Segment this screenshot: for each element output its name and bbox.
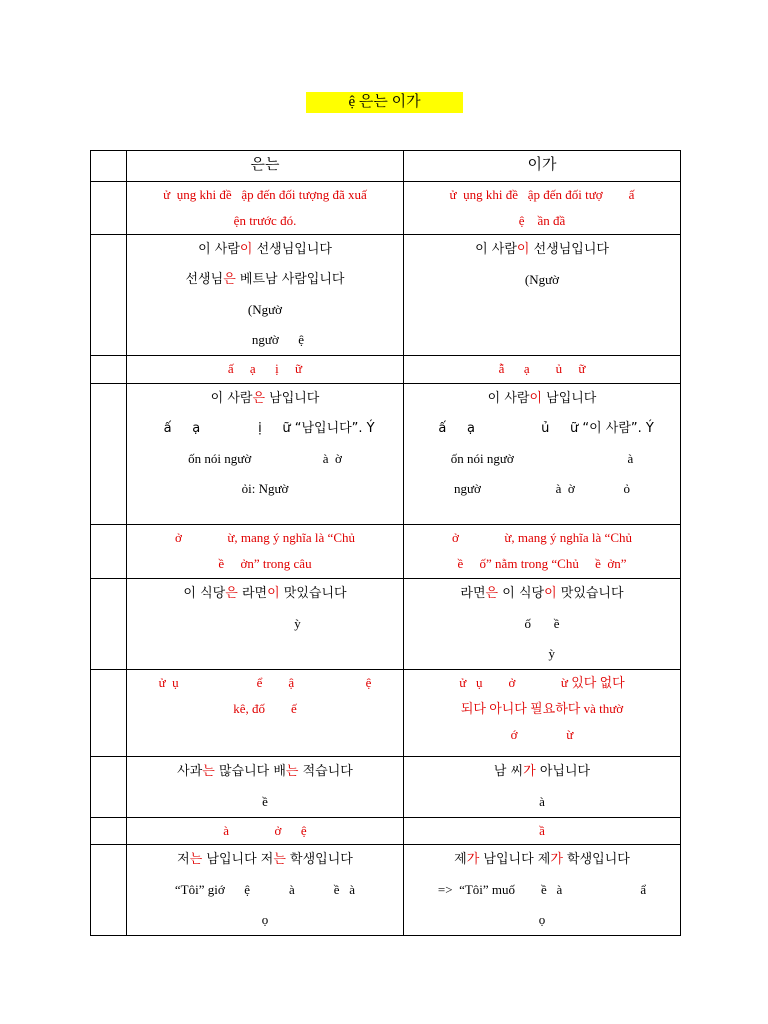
cell-i-ga (404, 579, 681, 670)
row-index-cell (91, 356, 127, 384)
comparison-table (90, 150, 681, 936)
particle-highlight: 이 (267, 586, 280, 601)
cell-i-ga (404, 818, 681, 845)
particle-highlight: 이 (544, 586, 557, 601)
particle-highlight: 은 (485, 586, 499, 601)
cell-text-line: ngườ ệ (225, 332, 305, 347)
table-body (91, 182, 681, 936)
cell-text-line: 저는 남입니다 저는 학생입니다 (177, 852, 353, 867)
cell-text-line: 이 사람이 선생님입니다 (475, 242, 609, 257)
cell-text-line: 사과는 많습니다 배는 적습니다 (177, 764, 353, 779)
particle-highlight: 가 (550, 852, 563, 867)
table-row (91, 525, 681, 579)
cell-i-ga (404, 845, 681, 936)
cell-i-ga (404, 235, 681, 356)
cell-text-line: ọ (261, 912, 269, 927)
table-row (91, 670, 681, 757)
header-index-cell (91, 151, 127, 182)
row-index-cell (91, 579, 127, 670)
particle-highlight: 이 (239, 242, 253, 257)
cell-eun-neun (127, 818, 404, 845)
cell-text-line: ầ (539, 823, 545, 838)
cell-eun-neun (127, 235, 404, 356)
cell-text-line: ử ụng khi đề ập đến đối tượ ấ (449, 187, 635, 202)
cell-text-line: ỏi: Ngườ (241, 481, 289, 496)
particle-highlight: 는 (202, 764, 215, 779)
row-index-cell (91, 670, 127, 757)
cell-eun-neun (127, 757, 404, 818)
cell-text-line: ốn nói ngườ à ờ (188, 451, 342, 466)
cell-i-ga (404, 356, 681, 384)
cell-text-line: ốn nói ngườ à (450, 451, 634, 466)
particle-highlight: 가 (523, 764, 536, 779)
table-header-row (91, 151, 681, 182)
cell-text-line: ử ụng khi đề ập đến đối tượng đã xuấ (163, 187, 367, 202)
cell-text-line: ấ ạ ị ữ “남입니다”. Ý (155, 421, 375, 436)
cell-i-ga (404, 384, 681, 525)
cell-eun-neun (127, 356, 404, 384)
cell-text-line: ố ề (524, 616, 560, 631)
row-index-cell (91, 818, 127, 845)
cell-text-line: => “Tôi” muố ề à ẩ (437, 882, 647, 897)
cell-eun-neun (127, 845, 404, 936)
cell-text-line: (Ngườ (524, 272, 560, 287)
particle-highlight: 은 (223, 272, 236, 287)
table-row (91, 182, 681, 235)
row-index-cell (91, 525, 127, 579)
cell-text-line: ở ừ, mang ý nghĩa là “Chủ (174, 530, 355, 545)
cell-text-line: 이 사람이 선생님입니다 (198, 242, 332, 257)
cell-text-line: ấ ạ ủ ữ “이 사람”. Ý (430, 421, 654, 436)
header-col2: 이가 (404, 151, 681, 182)
row-index-cell (91, 845, 127, 936)
cell-eun-neun (127, 182, 404, 235)
table-row (91, 235, 681, 356)
table-row (91, 757, 681, 818)
cell-text-line: ện trước đó. (233, 213, 297, 228)
table-row (91, 818, 681, 845)
page-title: ệ 은는 이가 (306, 92, 463, 113)
cell-text-line: ệ ần đầ (518, 213, 566, 228)
cell-i-ga (404, 525, 681, 579)
cell-i-ga (404, 670, 681, 757)
cell-i-ga (404, 182, 681, 235)
particle-highlight: 는 (285, 764, 299, 779)
cell-text-line: ỳ (229, 616, 301, 631)
cell-text-line: à (539, 794, 545, 809)
cell-text-line: ề (262, 794, 268, 809)
row-index-cell (91, 757, 127, 818)
cell-text-line: 라면은 이 식당이 맛있습니다 (460, 586, 624, 601)
cell-eun-neun (127, 579, 404, 670)
cell-text-line: ẫ ạ ủ ữ (498, 361, 586, 376)
table-row (91, 579, 681, 670)
particle-highlight: 는 (189, 852, 203, 867)
particle-highlight: 이 (516, 242, 530, 257)
cell-i-ga (404, 757, 681, 818)
particle-highlight: 은 (225, 586, 238, 601)
row-index-cell (91, 384, 127, 525)
table-row (91, 356, 681, 384)
cell-text-line: 되다 아니다 필요하다 và thườ (460, 701, 624, 716)
cell-text-line: 이 식당은 라면이 맛있습니다 (183, 586, 347, 601)
cell-text-line: ề ởn” trong câu (218, 556, 312, 571)
cell-text-line: ấ ạ ị ữ (227, 361, 303, 376)
particle-highlight: 가 (466, 852, 480, 867)
table-row (91, 384, 681, 525)
cell-text-line: ề ố” nằm trong “Chủ ề ởn” (457, 556, 627, 571)
cell-text-line: 남 씨가 아닙니다 (493, 764, 591, 779)
header-col1: 은는 (127, 151, 404, 182)
cell-eun-neun (127, 670, 404, 757)
cell-text-line: 이 사람이 남입니다 (487, 391, 597, 406)
row-index-cell (91, 182, 127, 235)
cell-text-line: 선생님은 베트남 사람입니다 (185, 272, 345, 287)
cell-eun-neun (127, 525, 404, 579)
table-row (91, 845, 681, 936)
row-index-cell (91, 235, 127, 356)
cell-text-line: (Ngườ (247, 302, 283, 317)
cell-text-line: 이 사람은 남입니다 (210, 391, 320, 406)
cell-text-line: ử ụ ở ừ 있다 없다 (459, 675, 625, 690)
cell-text-line: ọ (538, 912, 546, 927)
cell-eun-neun (127, 384, 404, 525)
particle-highlight: 이 (529, 391, 542, 406)
cell-text-line: 제가 남입니다 제가 학생입니다 (454, 852, 630, 867)
particle-highlight: 는 (273, 852, 286, 867)
cell-text-line: ỳ (529, 646, 555, 661)
cell-text-line: kê, đố ế (233, 701, 297, 716)
cell-text-line: ớ ừ (510, 727, 574, 742)
cell-text-line: ngườ à ờ ỏ (453, 481, 631, 496)
cell-text-line: ử ụ ể ậ ệ (158, 675, 372, 690)
cell-text-line: “Tôi” giớ ệ à ề à (174, 882, 356, 897)
cell-text-line: à ở ệ (223, 823, 307, 838)
particle-highlight: 은 (252, 391, 265, 406)
cell-text-line: ở ừ, mang ý nghĩa là “Chủ (451, 530, 632, 545)
